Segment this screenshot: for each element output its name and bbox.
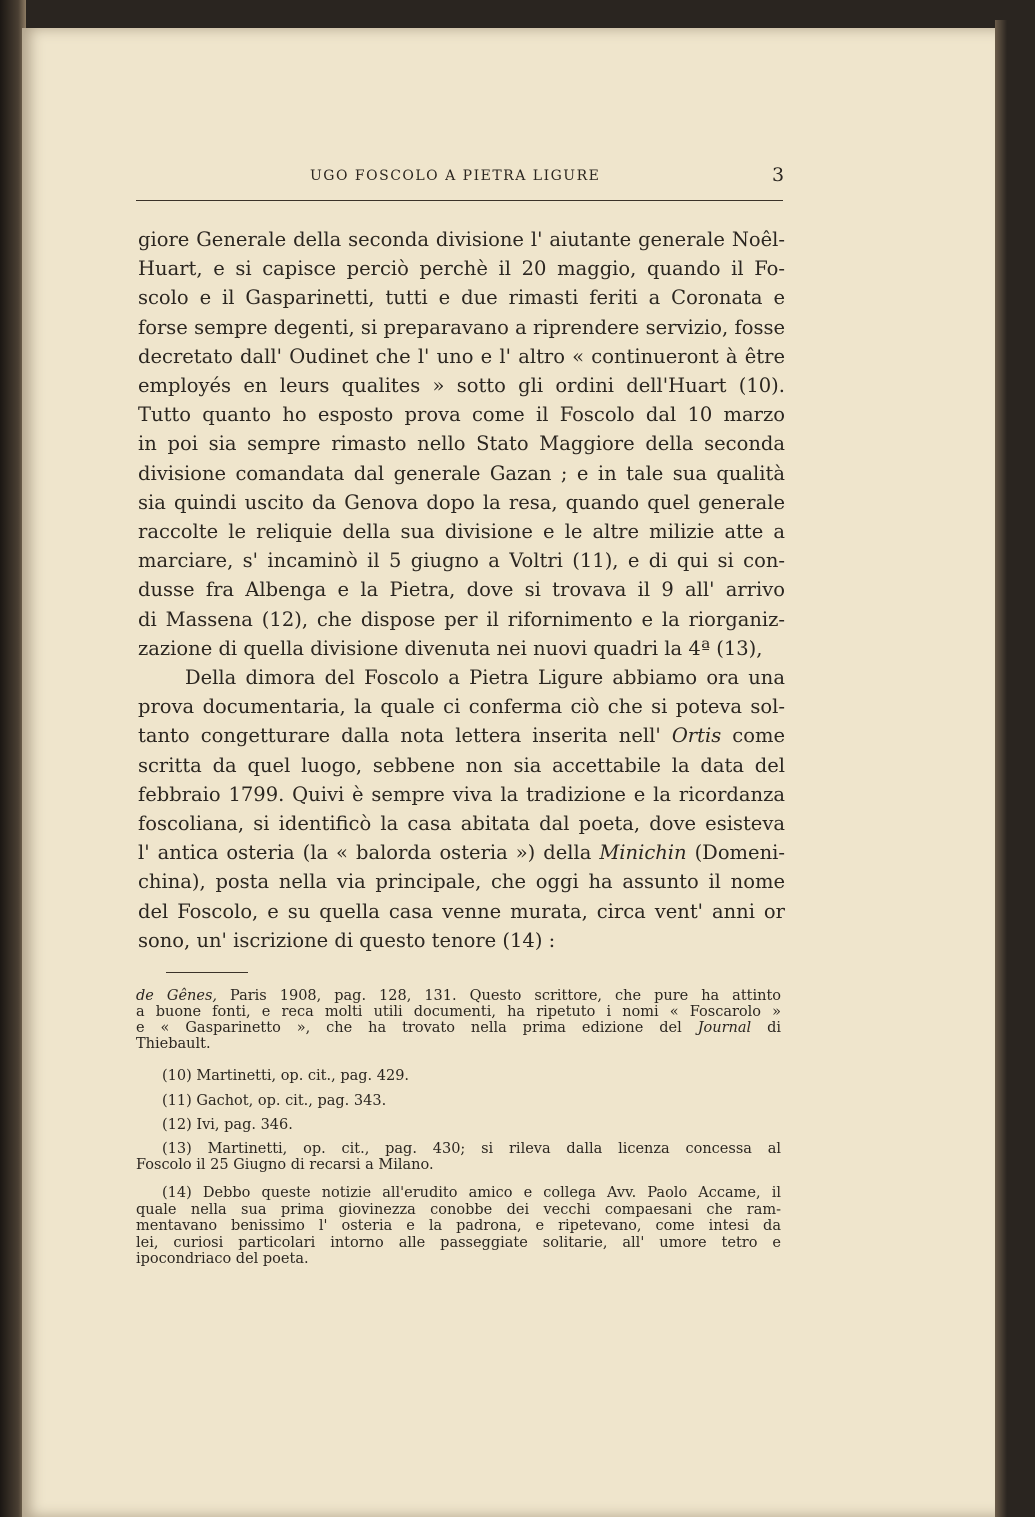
text-segment: di Massena (12), che dispose per il rifornimento e la riorganiz- bbox=[138, 607, 785, 631]
italic-text: de Gênes, bbox=[136, 988, 217, 1004]
text-segment: divisione comandata dal generale Gazan ; e in tale sua qualità bbox=[138, 461, 785, 485]
text-line bbox=[138, 520, 785, 543]
footnote-line bbox=[136, 1020, 781, 1036]
text-segment: Tutto quanto ho esposto prova come il Foscolo dal 10 marzo bbox=[138, 403, 785, 427]
footnote-line bbox=[162, 1141, 781, 1157]
text-line bbox=[138, 286, 785, 309]
text-segment: foscoliana, si identificò la casa abitata dal poeta, dove esisteva bbox=[138, 812, 785, 835]
text-line bbox=[138, 228, 785, 251]
italic-text: Ortis bbox=[671, 724, 722, 748]
text-segment: a buone fonti, e reca molti utili documenti, ha ripetuto i nomi « Foscarolo » bbox=[136, 1004, 781, 1020]
page-number: 3 bbox=[772, 164, 785, 186]
footnote-line bbox=[136, 988, 781, 1004]
text-segment: (11) Gachot, op. cit., pag. 343. bbox=[162, 1093, 387, 1109]
footnote-line bbox=[162, 1117, 781, 1133]
text-segment: (12) Ivi, pag. 346. bbox=[162, 1117, 293, 1133]
footnote-line bbox=[136, 1004, 781, 1020]
text-segment: (13) Martinetti, op. cit., pag. 430; si rileva dalla licenza concessa al bbox=[162, 1141, 781, 1157]
footnote-line bbox=[162, 1093, 781, 1109]
footnote-line bbox=[136, 1036, 781, 1052]
text-line bbox=[138, 783, 785, 806]
text-line bbox=[138, 841, 785, 864]
text-line bbox=[138, 608, 785, 631]
text-segment: sono, un' iscrizione di questo tenore (14) : bbox=[138, 928, 556, 952]
text-segment: marciare, s' incaminò il 5 giugno a Voltri (11), e di qui si con- bbox=[138, 549, 785, 573]
text-segment: in poi sia sempre rimasto nello Stato Maggiore della seconda bbox=[138, 432, 785, 456]
header-rule bbox=[136, 200, 783, 201]
footnote-line bbox=[162, 1185, 781, 1201]
text-segment: Thiebault. bbox=[136, 1036, 211, 1052]
text-segment: lei, curiosi particolari intorno alle passeggiate solitarie, all' umore tetro e bbox=[136, 1235, 781, 1251]
text-segment: mentavano benissimo l' osteria e la padrona, e ripetevano, come intesi da bbox=[136, 1218, 781, 1234]
footnote-line bbox=[136, 1251, 781, 1267]
text-segment: di bbox=[751, 1020, 781, 1036]
footnote-line bbox=[136, 1202, 781, 1218]
running-title: UGO FOSCOLO A PIETRA LIGURE bbox=[310, 168, 601, 184]
text-segment: scritta da quel luogo, sebbene non sia accettabile la data del bbox=[138, 753, 785, 777]
text-segment: del Foscolo, e su quella casa venne murata, circa vent' anni or bbox=[138, 899, 785, 923]
text-line bbox=[138, 637, 785, 660]
text-segment: employés en leurs qualites » sotto gli ordini dell'Huart (10). bbox=[138, 374, 785, 397]
text-segment: raccolte le reliquie della sua divisione e le altre milizie atte a bbox=[138, 520, 785, 543]
text-segment: Della dimora del Foscolo a Pietra Ligure abbiamo ora una bbox=[185, 666, 785, 689]
text-segment: Foscolo il 25 Giugno di recarsi a Milano. bbox=[136, 1157, 434, 1173]
text-line bbox=[138, 316, 785, 339]
text-segment: (14) Debbo queste notizie all'erudito amico e collega Avv. Paolo Accame, il bbox=[162, 1185, 781, 1201]
text-segment: ipocondriaco del poeta. bbox=[136, 1251, 309, 1267]
text-line bbox=[138, 695, 785, 718]
page-edge bbox=[995, 20, 1035, 1517]
text-segment: Huart, e si capisce perciò perchè il 20 maggio, quando il Fo- bbox=[138, 257, 785, 281]
text-segment: zazione di quella divisione divenuta nei nuovi quadri la 4ª (13), bbox=[138, 636, 763, 660]
italic-text: Minichin bbox=[599, 841, 687, 865]
text-line bbox=[185, 666, 785, 689]
text-line bbox=[138, 491, 785, 514]
text-segment: scolo e il Gasparinetti, tutti e due rimasti feriti a Coronata e bbox=[138, 286, 785, 310]
text-line bbox=[138, 812, 785, 835]
text-line bbox=[138, 462, 785, 485]
text-segment: Paris 1908, pag. 128, 131. Questo scrittore, che pure ha attinto bbox=[217, 988, 781, 1004]
italic-text: Journal bbox=[697, 1020, 752, 1036]
footnote-line bbox=[136, 1235, 781, 1251]
text-segment: l' antica osteria (la « balorda osteria ») della bbox=[138, 841, 600, 865]
text-segment: (Domeni- bbox=[686, 841, 785, 865]
text-segment: tanto congetturare dalla nota lettera inserita nell' bbox=[138, 724, 672, 748]
text-segment: come bbox=[721, 724, 785, 748]
text-line bbox=[138, 754, 785, 777]
text-segment: decretato dall' Oudinet che l' uno e l' altro « continueront à être bbox=[138, 344, 785, 368]
text-line bbox=[138, 578, 785, 601]
footnote-line bbox=[162, 1068, 781, 1084]
text-segment: e « Gasparinetto », che ha trovato nella prima edizione del bbox=[136, 1020, 698, 1036]
text-segment: china), posta nella via principale, che oggi ha assunto il nome bbox=[138, 870, 785, 894]
footnote-rule bbox=[166, 972, 248, 973]
text-line bbox=[138, 724, 785, 747]
text-line bbox=[138, 432, 785, 455]
text-segment: prova documentaria, la quale ci conferma ciò che si poteva sol- bbox=[138, 695, 785, 719]
text-line bbox=[138, 929, 785, 952]
text-segment: quale nella sua prima giovinezza conobbe dei vecchi compaesani che ram- bbox=[136, 1202, 781, 1218]
text-segment: (10) Martinetti, op. cit., pag. 429. bbox=[162, 1068, 410, 1084]
text-line bbox=[138, 403, 785, 426]
text-line bbox=[138, 257, 785, 280]
footnote-line bbox=[136, 1218, 781, 1234]
text-segment: giore Generale della seconda divisione l' aiutante generale Noêl- bbox=[138, 228, 785, 251]
text-line bbox=[138, 900, 785, 923]
text-segment: dusse fra Albenga e la Pietra, dove si trovava il 9 all' arrivo bbox=[138, 578, 785, 602]
text-line bbox=[138, 549, 785, 572]
text-line bbox=[138, 345, 785, 368]
text-segment: febbraio 1799. Quivi è sempre viva la tradizione e la ricordanza bbox=[138, 782, 785, 806]
text-segment: sia quindi uscito da Genova dopo la resa, quando quel generale bbox=[138, 490, 785, 514]
footnote-line bbox=[136, 1157, 781, 1173]
text-line bbox=[138, 374, 785, 397]
text-segment: forse sempre degenti, si preparavano a riprendere servizio, fosse bbox=[138, 315, 785, 339]
text-line bbox=[138, 870, 785, 893]
